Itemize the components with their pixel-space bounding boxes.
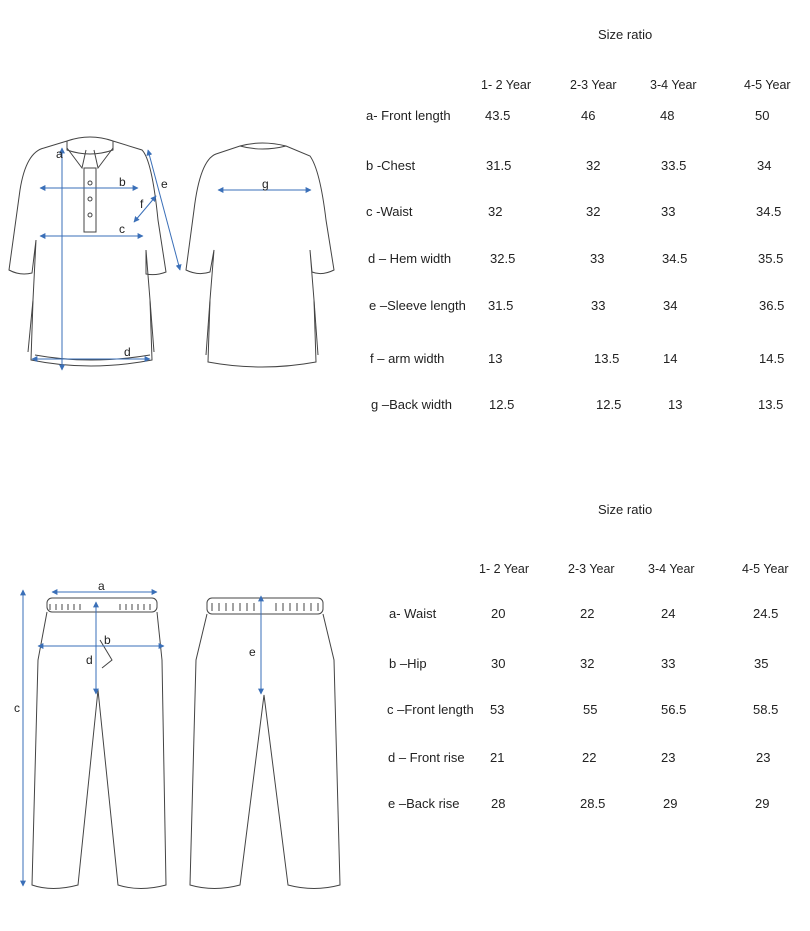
cell-value: 21 (490, 750, 505, 765)
cell-value: 12.5 (596, 397, 622, 412)
row-label: f – arm width (370, 351, 445, 366)
cell-value: 13 (488, 351, 503, 366)
svg-text:b: b (104, 633, 111, 647)
cell-value: 23 (661, 750, 676, 765)
svg-text:d: d (86, 653, 93, 667)
svg-text:c: c (14, 701, 20, 715)
row-label: b -Chest (366, 158, 416, 173)
cell-value: 33 (661, 656, 676, 671)
cell-value: 33.5 (661, 158, 687, 173)
cell-value: 20 (491, 606, 506, 621)
kurta-table-title: Size ratio (598, 27, 653, 42)
cell-value: 34.5 (662, 251, 688, 266)
row-label: d – Front rise (388, 750, 465, 765)
svg-text:a: a (56, 147, 63, 161)
cell-value: 36.5 (759, 298, 785, 313)
pants-diagram-letters (14, 579, 256, 715)
cell-value: 24.5 (753, 606, 779, 621)
cell-value: 58.5 (753, 702, 779, 717)
kurta-diagram-letters (56, 147, 269, 359)
kurta-front-drawing (9, 137, 166, 366)
cell-value: 31.5 (486, 158, 512, 173)
cell-value: 12.5 (489, 397, 515, 412)
cell-value: 32.5 (490, 251, 516, 266)
pants-back-drawing (190, 598, 340, 889)
cell-value: 32 (580, 656, 595, 671)
svg-text:a: a (98, 579, 105, 593)
svg-text:d: d (124, 345, 131, 359)
cell-value: 14 (663, 351, 678, 366)
row-label: b –Hip (389, 656, 427, 671)
svg-text:e: e (161, 177, 168, 191)
kurta-size-header: 1- 2 Year (481, 78, 532, 92)
cell-value: 50 (755, 108, 770, 123)
cell-value: 55 (583, 702, 598, 717)
kurta-back-drawing (186, 143, 334, 367)
cell-value: 31.5 (488, 298, 514, 313)
cell-value: 13.5 (594, 351, 620, 366)
cell-value: 53 (490, 702, 505, 717)
cell-value: 56.5 (661, 702, 687, 717)
pants-size-header: 1- 2 Year (479, 562, 530, 576)
svg-text:b: b (119, 175, 126, 189)
pants-size-header: 2-3 Year (568, 562, 615, 576)
pants-measure-lines (23, 590, 261, 886)
cell-value: 46 (581, 108, 596, 123)
row-label: c -Waist (366, 204, 413, 219)
svg-text:c: c (119, 222, 125, 236)
cell-value: 22 (580, 606, 595, 621)
cell-value: 34 (757, 158, 772, 173)
cell-value: 33 (590, 251, 605, 266)
row-label: a- Waist (389, 606, 437, 621)
cell-value: 32 (586, 204, 601, 219)
cell-value: 24 (661, 606, 676, 621)
row-label: a- Front length (366, 108, 451, 123)
cell-value: 28.5 (580, 796, 606, 811)
cell-value: 29 (755, 796, 770, 811)
svg-text:g: g (262, 177, 269, 191)
pants-front-drawing (32, 598, 166, 889)
svg-text:e: e (249, 645, 256, 659)
cell-value: 22 (582, 750, 597, 765)
cell-value: 34 (663, 298, 678, 313)
row-label: e –Sleeve length (369, 298, 466, 313)
cell-value: 35.5 (758, 251, 784, 266)
cell-value: 43.5 (485, 108, 511, 123)
row-label: e –Back rise (388, 796, 460, 811)
kurta-size-header: 3-4 Year (650, 78, 697, 92)
cell-value: 30 (491, 656, 506, 671)
cell-value: 48 (660, 108, 675, 123)
cell-value: 35 (754, 656, 769, 671)
row-label: g –Back width (371, 397, 452, 412)
row-label: d – Hem width (368, 251, 452, 266)
cell-value: 23 (756, 750, 771, 765)
row-label: c –Front length (387, 702, 474, 717)
cell-value: 34.5 (756, 204, 782, 219)
cell-value: 14.5 (759, 351, 785, 366)
cell-value: 32 (488, 204, 503, 219)
cell-value: 33 (661, 204, 676, 219)
cell-value: 29 (663, 796, 678, 811)
kurta-size-header: 4-5 Year (744, 78, 791, 92)
pants-table-title: Size ratio (598, 502, 653, 517)
kurta-size-header: 2-3 Year (570, 78, 617, 92)
cell-value: 13.5 (758, 397, 784, 412)
svg-text:f: f (140, 197, 144, 211)
pants-size-header: 4-5 Year (742, 562, 789, 576)
pants-size-header: 3-4 Year (648, 562, 695, 576)
kurta-measure-lines (32, 148, 311, 370)
cell-value: 32 (586, 158, 601, 173)
cell-value: 13 (668, 397, 683, 412)
cell-value: 33 (591, 298, 606, 313)
cell-value: 28 (491, 796, 506, 811)
